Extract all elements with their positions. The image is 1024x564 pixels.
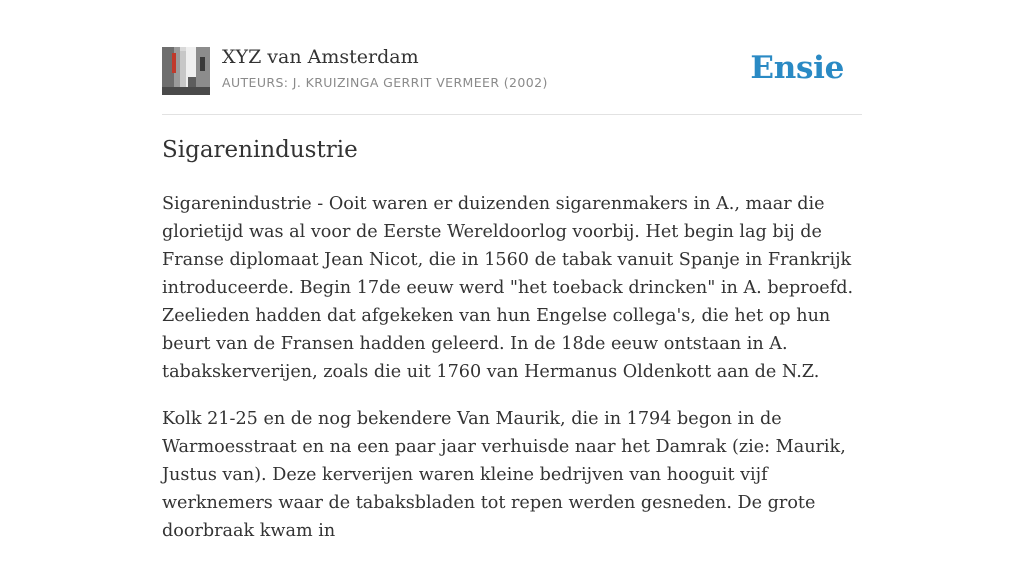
source-header <box>162 46 862 115</box>
entry-paragraph: Sigarenindustrie - Ooit waren er duizenden sigarenmakers in A., maar die glorietijd was al voor de Eerste Wereldoorlog voorbij. Het begin lag bij de Franse diplomaat Jean Nicot, die in 1560 de tabak vanuit Spanje in Frankrijk introduceerde. Begin 17de eeuw werd "het toeback drincken" in A. beproefd. Zeelieden hadden dat afgekeken van hun Engelse collega's, die het op hun beurt van de Fransen hadden geleerd. In de 18de eeuw ontstaan in A. tabakskerverijen, zoals die uit 1760 van Hermanus Oldenkott aan de N.Z. <box>162 194 854 382</box>
street-photo-icon <box>162 47 210 95</box>
entry-body <box>162 190 867 564</box>
entry-title: Sigarenindustrie <box>162 137 358 163</box>
source-title[interactable]: XYZ van Amsterdam <box>222 46 419 68</box>
source-avatar[interactable] <box>162 47 210 95</box>
source-authors: AUTEURS: J. KRUIZINGA GERRIT VERMEER (2002) <box>222 75 548 90</box>
entry-paragraph: Kolk 21-25 en de nog bekendere Van Maurik, die in 1794 begon in de Warmoesstraat en na een paar jaar verhuisde naar het Damrak (zie: Maurik, Justus van). Deze kerverijen waren kleine bedrijven van hooguit vijf werknemers waar de tabaksbladen tot repen werden gesneden. De grote doorbraak kwam in <box>162 409 846 541</box>
ensie-logo[interactable]: Ensie <box>750 50 844 86</box>
